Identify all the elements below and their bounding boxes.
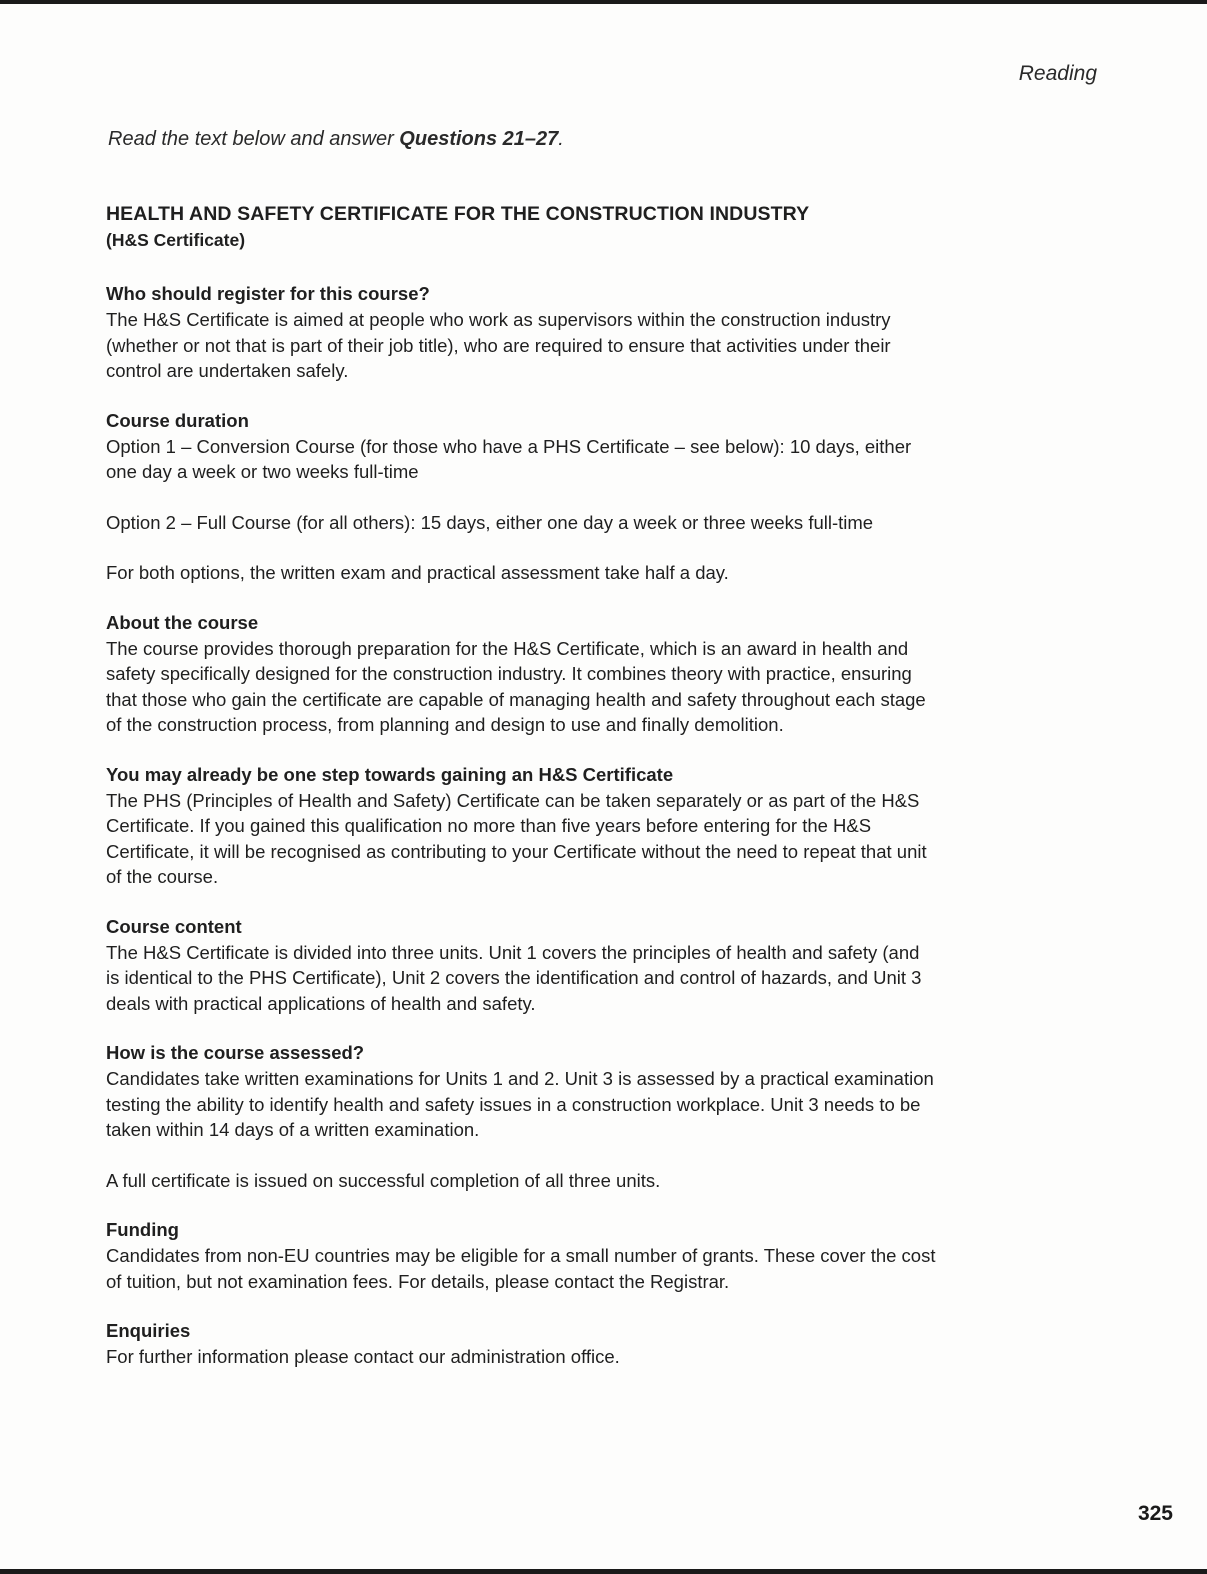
section-paragraph: Candidates from non-EU countries may be eligible for a small number of grants. These cover the cost of tuition, but not examination fees. For details, please contact the Registrar. bbox=[106, 1245, 936, 1292]
document-title: HEALTH AND SAFETY CERTIFICATE FOR THE CONSTRUCTION INDUSTRY bbox=[106, 203, 810, 225]
instruction-questions: Questions 21–27 bbox=[399, 128, 559, 150]
section-enquiries bbox=[106, 1318, 936, 1370]
section-who-should-register bbox=[106, 281, 936, 384]
section-paragraph: The H&S Certificate is aimed at people who work as supervisors within the construction industry (whether or not that is part of their job title), who are required to ensure that activities under their control are undertaken safely. bbox=[106, 309, 891, 381]
instruction-suffix: . bbox=[558, 128, 564, 150]
section-paragraph: Candidates take written examinations for Units 1 and 2. Unit 3 is assessed by a practical examination testing the ability to identify health and safety issues in a construction workplace. Unit 3 needs to be taken within 14 days of a written examination. bbox=[106, 1068, 934, 1140]
instruction-text: Read the text below and answer bbox=[108, 128, 400, 150]
section-heading: Course duration bbox=[106, 409, 249, 431]
section-paragraph: For both options, the written exam and practical assessment take half a day. bbox=[106, 562, 729, 583]
section-paragraph: The PHS (Principles of Health and Safety) Certificate can be taken separately or as part of the H&S Certificate. If you gained this qualification no more than five years before entering for the H&S Certificate, it will be recognised as contributing to your Certificate without the need to repeat that unit of the course. bbox=[106, 789, 927, 887]
section-assessment bbox=[106, 1040, 936, 1193]
top-rule bbox=[0, 0, 1207, 4]
running-head: Reading bbox=[1018, 62, 1097, 85]
section-paragraph: Option 1 – Conversion Course (for those who have a PHS Certificate – see below): 10 days, either one day a week or two weeks full-time bbox=[106, 435, 912, 482]
section-paragraph: The course provides thorough preparation for the H&S Certificate, which is an award in health and safety specifically designed for the construction industry. It combines theory with practice, ensuring that those who gain the certificate are capable of managing health and safety throughout each stage of the construction process, from planning and design to use and finally demolition. bbox=[106, 637, 926, 735]
bottom-rule bbox=[0, 1569, 1207, 1574]
page-number: 325 bbox=[1137, 1502, 1173, 1525]
section-heading: Enquiries bbox=[106, 1320, 191, 1341]
section-heading: Who should register for this course? bbox=[106, 283, 430, 304]
section-heading: You may already be one step towards gaining an H&S Certificate bbox=[106, 763, 674, 785]
section-heading: Course content bbox=[106, 915, 242, 937]
section-paragraph: For further information please contact our administration office. bbox=[106, 1346, 620, 1367]
document-subtitle: (H&S Certificate) bbox=[106, 230, 246, 250]
section-paragraph: The H&S Certificate is divided into three units. Unit 1 covers the principles of health and safety (and is identical to the PHS Certificate), Unit 2 covers the identification and control of hazards, and Unit 3 deals with practical applications of health and safety. bbox=[106, 941, 922, 1014]
instruction bbox=[108, 128, 564, 151]
section-paragraph: Option 2 – Full Course (for all others): 15 days, either one day a week or three weeks full-time bbox=[106, 511, 874, 533]
section-heading: How is the course assessed? bbox=[106, 1042, 365, 1063]
section-about-the-course bbox=[106, 610, 936, 738]
section-paragraph: A full certificate is issued on successful completion of all three units. bbox=[106, 1169, 661, 1191]
section-heading: Funding bbox=[106, 1219, 179, 1240]
section-funding bbox=[106, 1217, 936, 1294]
document-body bbox=[106, 202, 936, 1394]
section-course-content bbox=[106, 914, 936, 1017]
section-course-duration bbox=[106, 408, 936, 586]
section-one-step-towards bbox=[106, 762, 936, 890]
section-heading: About the course bbox=[106, 611, 259, 633]
